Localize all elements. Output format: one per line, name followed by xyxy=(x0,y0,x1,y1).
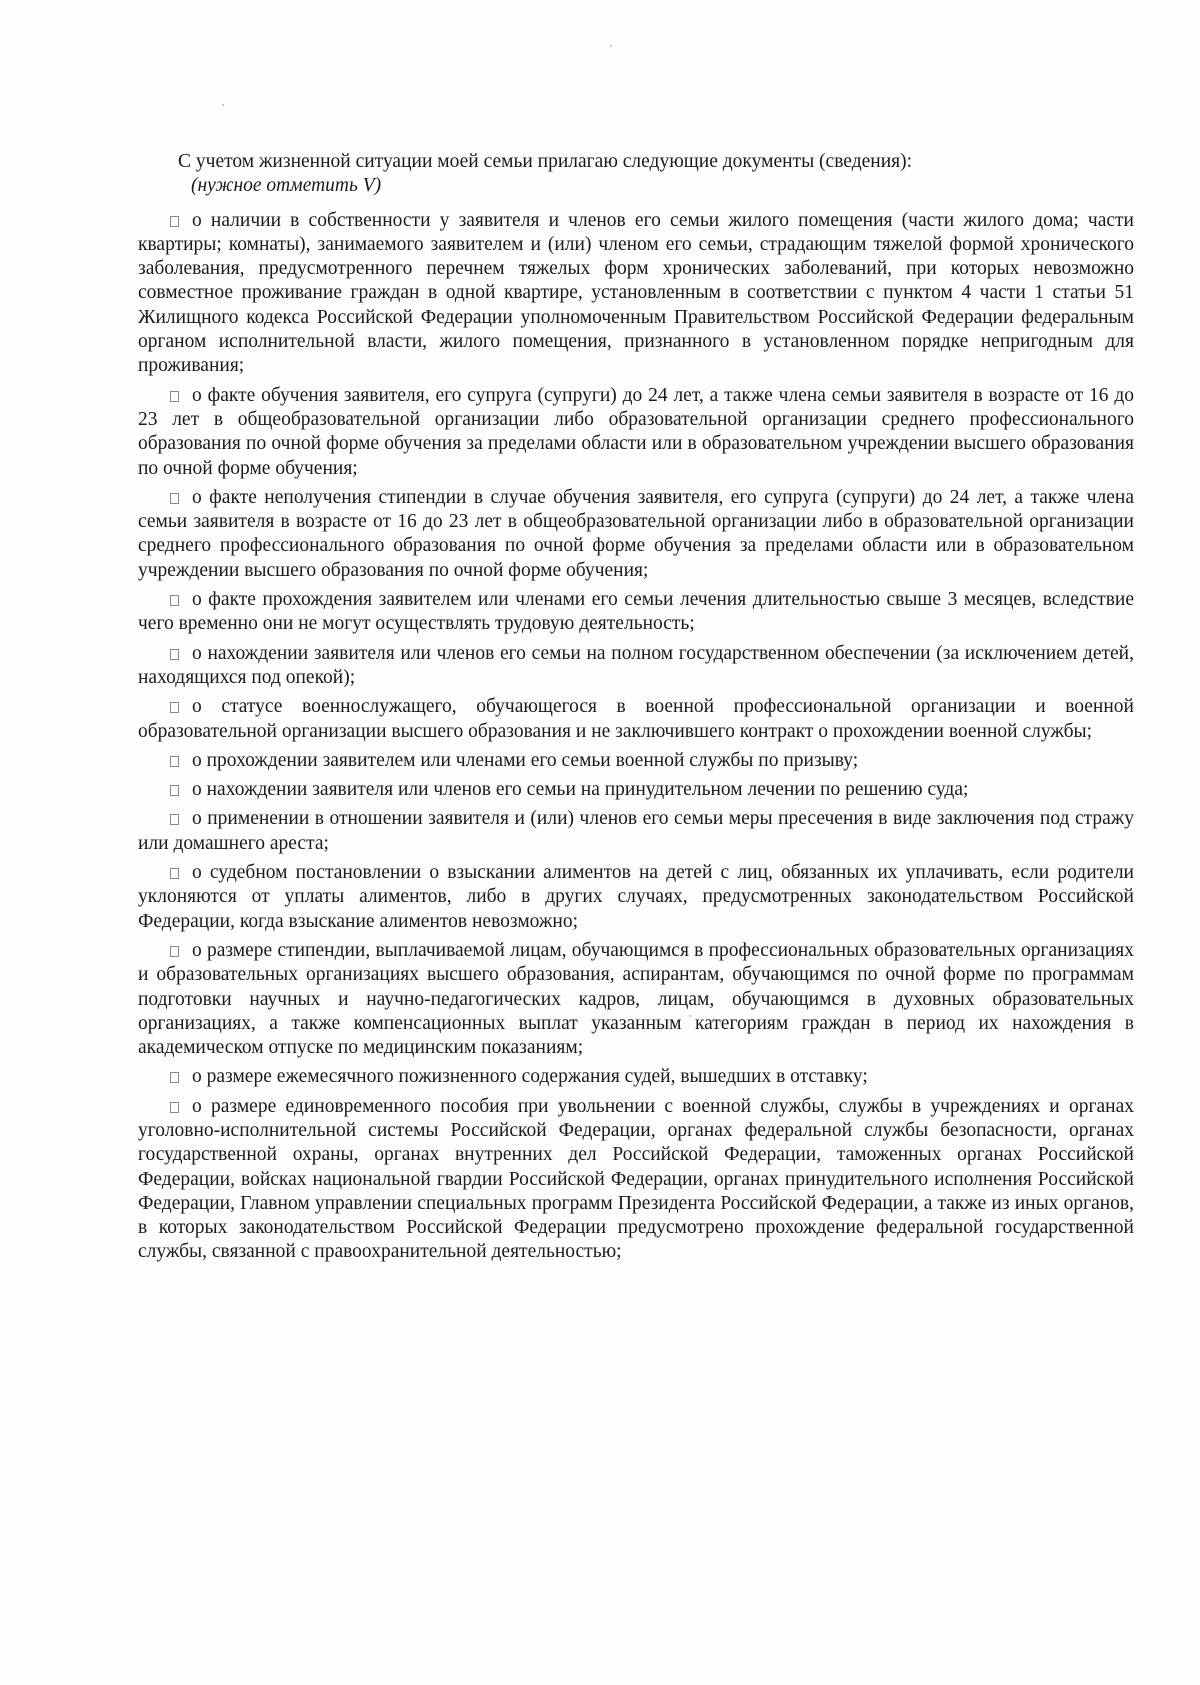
document-option-text: о размере ежемесячного пожизненного содержания судей, вышедших в отставку; xyxy=(192,1066,868,1088)
document-option-text: о факте неполучения стипендии в случае обучения заявителя, его супруга (супруги) до 24 лет, а также члена семьи заявителя в возрасте от 16 до 23 лет в общеобразовательной организации либо в образовательной организации среднего профессионального образования по очной форме обучения за пределами области или в образовательном учреждении высшего образования по очной форме обучения; xyxy=(138,486,1134,581)
checkbox[interactable] xyxy=(170,391,179,402)
document-option xyxy=(138,384,1134,481)
checkbox[interactable] xyxy=(170,868,179,879)
document-option-text: о применении в отношении заявителя и (или) членов его семьи меры пресечения в виде заключения под стражу или домашнего ареста; xyxy=(138,808,1134,854)
document-option-text: о наличии в собственности у заявителя и членов его семьи жилого помещения (части жилого дома; части квартиры; комнаты), занимаемого заявителем и (или) членом его семьи, страдающим тяжелой формой хронического заболевания, предусмотренного перечнем тяжелых форм хронических заболеваний, при которых невозможно совместное проживание граждан в одной квартире, установленным в соответствии с пунктом 4 части 1 статьи 51 Жилищного кодекса Российской Федерации уполномоченным Правительством Российской Федерации федеральным органом исполнительной власти, жилого помещения, признанного в установленном порядке непригодным для проживания; xyxy=(138,209,1134,377)
document-option xyxy=(138,695,1134,744)
document-option xyxy=(138,1065,1134,1089)
document-option-text: о статусе военнослужащего, обучающегося в военной профессиональной организации и военной образовательной организации высшего образования и не заключившего контракт о прохождении военной службы; xyxy=(138,696,1134,742)
checkbox[interactable] xyxy=(170,785,179,796)
checkbox[interactable] xyxy=(170,814,179,825)
document-option xyxy=(138,1095,1134,1265)
checkbox[interactable] xyxy=(170,649,179,660)
checkbox[interactable] xyxy=(170,493,179,504)
document-option xyxy=(138,807,1134,856)
document-option xyxy=(138,778,1134,802)
document-option-text: о размере единовременного пособия при увольнении с военной службы, службы в учреждениях и органах уголовно-исполнительной системы Российской Федерации, органах федеральной службы безопасности, органах государственной охраны, органах внутренних дел Российской Федерации, таможенных органах Российской Федерации, войсках национальной гвардии Российской Федерации, органах принудительного исполнения Российской Федерации, Главном управлении специальных программ Президента Российской Федерации, а также из иных органов, в которых законодательством Российской Федерации предусмотрено прохождение федеральной государственной службы, связанной с правоохранительной деятельностью; xyxy=(138,1095,1134,1263)
checkbox[interactable] xyxy=(170,946,179,957)
checkbox[interactable] xyxy=(170,756,179,767)
document-option xyxy=(138,749,1134,773)
document-option-text: о прохождении заявителем или членами его семьи военной службы по призыву; xyxy=(192,749,859,771)
document-option-text: о факте обучения заявителя, его супруга (супруги) до 24 лет, а также члена семьи заявителя в возрасте от 16 до 23 лет в общеобразовательной организации либо образовательной организации среднего профессионального образования по очной форме обучения за пределами области или в образовательном учреждении высшего образования по очной форме обучения; xyxy=(138,384,1134,479)
document-option xyxy=(138,486,1134,583)
document-option xyxy=(138,209,1134,379)
document-option xyxy=(138,861,1134,934)
scan-speck xyxy=(610,45,612,47)
document-option-text: о факте прохождения заявителем или членами его семьи лечения длительностью свыше 3 месяцев, вследствие чего временно они не могут осуществлять трудовую деятельность; xyxy=(138,589,1134,635)
checkbox[interactable] xyxy=(170,1072,179,1083)
document-option xyxy=(138,588,1134,637)
document-option xyxy=(138,939,1134,1060)
document-list xyxy=(138,209,1134,1265)
document-option-text: о нахождении заявителя или членов его семьи на полном государственном обеспечении (за исключением детей, находящихся под опекой); xyxy=(138,642,1134,688)
intro-text: С учетом жизненной ситуации моей семьи прилагаю следующие документы (сведения): xyxy=(178,151,913,172)
instruction-note: (нужное отметить V) xyxy=(191,175,382,197)
checkbox[interactable] xyxy=(170,595,179,606)
document-option-text: о размере стипендии, выплачиваемой лицам, обучающимся в профессиональных образовательных организациях и образовательных организациях высшего образования, аспирантам, обучающимся по очной форме по программам подготовки научных и научно-педагогических кадров, лицам, обучающимся в духовных образовательных организациях, а также компенсационных выплат указанным категориям граждан в период их нахождения в академическом отпуске по медицинским показаниям; xyxy=(138,939,1134,1059)
scan-speck xyxy=(222,104,224,106)
checkbox[interactable] xyxy=(170,216,179,227)
document-option-text: о нахождении заявителя или членов его семьи на принудительном лечении по решению суда; xyxy=(192,779,969,801)
document-option-text: о судебном постановлении о взыскании алиментов на детей с лиц, обязанных их уплачивать, если родители уклоняются от уплаты алиментов, либо в других случаях, предусмотренных законодательством Российской Федерации, когда взыскание алиментов невозможно; xyxy=(138,862,1134,932)
document-body xyxy=(138,150,1134,1270)
checkbox[interactable] xyxy=(170,702,179,713)
checkbox[interactable] xyxy=(170,1102,179,1113)
document-option xyxy=(138,642,1134,691)
